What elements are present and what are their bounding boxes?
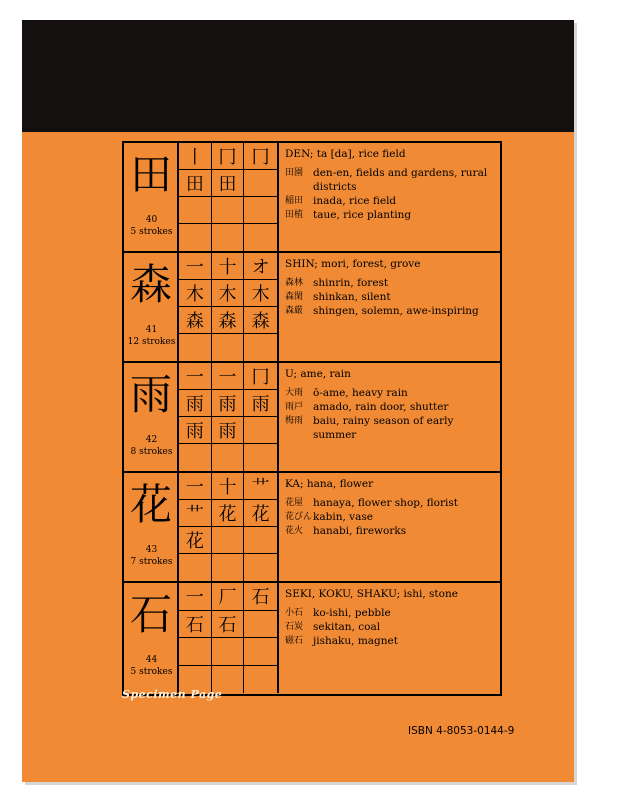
kanji-entry xyxy=(124,143,500,253)
kanji-description xyxy=(279,253,500,361)
main-kanji: 雨 xyxy=(129,370,172,419)
compound-word xyxy=(285,400,494,414)
stroke-order-cell: 雨 xyxy=(179,390,212,417)
compound-meaning: hanaya, flower shop, florist xyxy=(313,497,458,509)
stroke-order-cell xyxy=(244,554,277,581)
stroke-order-cell: 石 xyxy=(244,583,277,611)
stroke-order-cell: 花 xyxy=(244,500,277,527)
stroke-count: 7 strokes xyxy=(130,557,173,567)
compound-word xyxy=(285,276,494,290)
stroke-order-cell: 石 xyxy=(212,611,245,639)
kanji-column xyxy=(124,583,179,693)
kanji-entry xyxy=(124,363,500,473)
compound-meaning: jishaku, magnet xyxy=(313,635,398,647)
stroke-order-grid xyxy=(179,583,279,693)
kanji-number: 43 xyxy=(145,545,158,555)
stroke-order-cell xyxy=(212,334,245,361)
compound-meaning: amado, rain door, shutter xyxy=(313,401,449,413)
compound-meaning: shinkan, silent xyxy=(313,291,391,303)
compound-meaning: shinrin, forest xyxy=(313,277,389,289)
stroke-order-cell: 雨 xyxy=(244,390,277,417)
main-kanji: 森 xyxy=(129,260,172,309)
compound-meaning: ō-ame, heavy rain xyxy=(313,387,408,399)
stroke-order-cell xyxy=(212,444,245,471)
kanji-reading-headline: DEN; ta [da], rice field xyxy=(285,148,406,160)
compound-kanji: 森閑 xyxy=(285,292,304,302)
compound-word xyxy=(285,620,494,634)
kanji-description xyxy=(279,473,500,581)
stroke-order-cell: 一 xyxy=(212,363,245,390)
compound-word xyxy=(285,606,494,620)
stroke-count: 5 strokes xyxy=(130,667,173,677)
stroke-order-cell: 田 xyxy=(179,170,212,197)
stroke-order-cell xyxy=(244,170,277,197)
stroke-order-cell: 一 xyxy=(179,473,212,500)
kanji-entry xyxy=(124,253,500,363)
stroke-order-cell: 木 xyxy=(244,280,277,307)
kanji-column xyxy=(124,473,179,581)
stroke-order-cell: 雨 xyxy=(212,390,245,417)
compound-kanji: 稲田 xyxy=(285,196,304,206)
compound-meaning: ko-ishi, pebble xyxy=(313,607,391,619)
kanji-number: 41 xyxy=(145,325,158,335)
stroke-order-cell xyxy=(179,334,212,361)
compound-word xyxy=(285,634,494,648)
compound-word xyxy=(285,304,494,318)
compound-word xyxy=(285,496,494,510)
kanji-column xyxy=(124,143,179,251)
stroke-order-grid xyxy=(179,143,279,251)
kanji-column xyxy=(124,253,179,361)
stroke-order-cell xyxy=(244,638,277,666)
compound-meaning: sekitan, coal xyxy=(313,621,381,633)
stroke-order-grid xyxy=(179,473,279,581)
compound-kanji: 小石 xyxy=(285,608,304,618)
top-dark-band xyxy=(22,20,574,132)
kanji-reading-headline: KA; hana, flower xyxy=(285,478,374,490)
stroke-count: 5 strokes xyxy=(130,227,173,237)
stroke-order-cell xyxy=(179,444,212,471)
isbn-number: ISBN 4-8053-0144-9 xyxy=(408,725,515,737)
stroke-order-cell xyxy=(244,197,277,224)
compound-meaning: inada, rice field xyxy=(313,195,397,207)
kanji-reading-headline: SHIN; mori, forest, grove xyxy=(285,258,421,270)
kanji-entry xyxy=(124,473,500,583)
stroke-order-cell: 艹 xyxy=(244,473,277,500)
stroke-order-cell xyxy=(244,417,277,444)
kanji-description xyxy=(279,363,500,471)
compound-meaning: baiu, rainy season of early summer xyxy=(313,415,454,441)
stroke-order-cell: 雨 xyxy=(212,417,245,444)
stroke-order-cell xyxy=(212,197,245,224)
stroke-order-cell xyxy=(212,638,245,666)
main-kanji: 田 xyxy=(129,150,172,199)
stroke-order-cell: 森 xyxy=(212,307,245,334)
stroke-order-cell xyxy=(212,554,245,581)
stroke-order-cell: 木 xyxy=(212,280,245,307)
stroke-count: 8 strokes xyxy=(130,447,173,457)
compound-meaning: den-en, fields and gardens, rural districts xyxy=(313,167,488,193)
stroke-order-cell: 丨 xyxy=(179,143,212,170)
compound-meaning: taue, rice planting xyxy=(313,209,412,221)
stroke-order-cell xyxy=(212,224,245,251)
stroke-order-cell: 冂 xyxy=(244,363,277,390)
kanji-description xyxy=(279,143,500,251)
kanji-entry xyxy=(124,583,500,693)
compound-kanji: 花火 xyxy=(285,526,304,536)
stroke-order-cell: 厂 xyxy=(212,583,245,611)
specimen-label: Specimen Page xyxy=(122,688,223,701)
stroke-order-cell: 田 xyxy=(212,170,245,197)
stroke-order-cell xyxy=(244,527,277,554)
kanji-sheet xyxy=(122,141,502,696)
compound-word xyxy=(285,524,494,538)
kanji-number: 42 xyxy=(145,435,158,445)
stroke-order-cell: 雨 xyxy=(179,417,212,444)
compound-kanji: 花屋 xyxy=(285,498,304,508)
compound-kanji: 森厳 xyxy=(285,306,304,316)
stroke-count: 12 strokes xyxy=(127,337,176,347)
compound-word xyxy=(285,166,494,194)
stroke-order-cell: 一 xyxy=(179,583,212,611)
stroke-order-grid xyxy=(179,363,279,471)
compound-word xyxy=(285,208,494,222)
stroke-order-cell xyxy=(244,334,277,361)
kanji-column xyxy=(124,363,179,471)
compound-kanji: 森林 xyxy=(285,278,304,288)
compound-kanji: 磁石 xyxy=(285,636,304,646)
compound-kanji: 石炭 xyxy=(285,622,304,632)
stroke-order-cell: 冂 xyxy=(244,143,277,170)
stroke-order-cell: 石 xyxy=(179,611,212,639)
main-kanji: 花 xyxy=(129,480,172,529)
compound-meaning: hanabi, fireworks xyxy=(313,525,407,537)
stroke-order-cell: 森 xyxy=(244,307,277,334)
stroke-order-cell xyxy=(244,224,277,251)
stroke-order-cell xyxy=(179,554,212,581)
compound-kanji: 田植 xyxy=(285,210,304,220)
compound-word xyxy=(285,386,494,400)
compound-meaning: kabin, vase xyxy=(313,511,373,523)
stroke-order-cell: 一 xyxy=(179,363,212,390)
kanji-number: 44 xyxy=(145,655,158,665)
stroke-order-grid xyxy=(179,253,279,361)
kanji-number: 40 xyxy=(145,215,158,225)
stroke-order-cell: 艹 xyxy=(179,500,212,527)
stroke-order-cell xyxy=(244,611,277,639)
stroke-order-cell: 十 xyxy=(212,473,245,500)
compound-meaning: shingen, solemn, awe-inspiring xyxy=(313,305,479,317)
stroke-order-cell: 冂 xyxy=(212,143,245,170)
compound-kanji: 梅雨 xyxy=(285,416,304,426)
compound-word xyxy=(285,510,494,524)
stroke-order-cell xyxy=(179,224,212,251)
stroke-order-cell: 一 xyxy=(179,253,212,280)
stroke-order-cell: 花 xyxy=(212,500,245,527)
book-cover xyxy=(22,20,574,782)
compound-word xyxy=(285,290,494,304)
stroke-order-cell: 森 xyxy=(179,307,212,334)
stroke-order-cell xyxy=(244,444,277,471)
stroke-order-cell xyxy=(212,527,245,554)
kanji-description xyxy=(279,583,500,693)
compound-kanji: 田園 xyxy=(285,168,304,178)
kanji-reading-headline: U; ame, rain xyxy=(285,368,351,380)
stroke-order-cell: オ xyxy=(244,253,277,280)
stroke-order-cell xyxy=(179,638,212,666)
compound-word xyxy=(285,194,494,208)
compound-kanji: 雨戸 xyxy=(285,402,304,412)
stroke-order-cell: 木 xyxy=(179,280,212,307)
compound-kanji: 花びん xyxy=(285,512,313,522)
kanji-reading-headline: SEKI, KOKU, SHAKU; ishi, stone xyxy=(285,588,458,600)
stroke-order-cell: 花 xyxy=(179,527,212,554)
compound-kanji: 大雨 xyxy=(285,388,304,398)
stroke-order-cell: 十 xyxy=(212,253,245,280)
compound-word xyxy=(285,414,494,442)
stroke-order-cell xyxy=(179,197,212,224)
main-kanji: 石 xyxy=(129,590,172,639)
stroke-order-cell xyxy=(244,666,277,694)
